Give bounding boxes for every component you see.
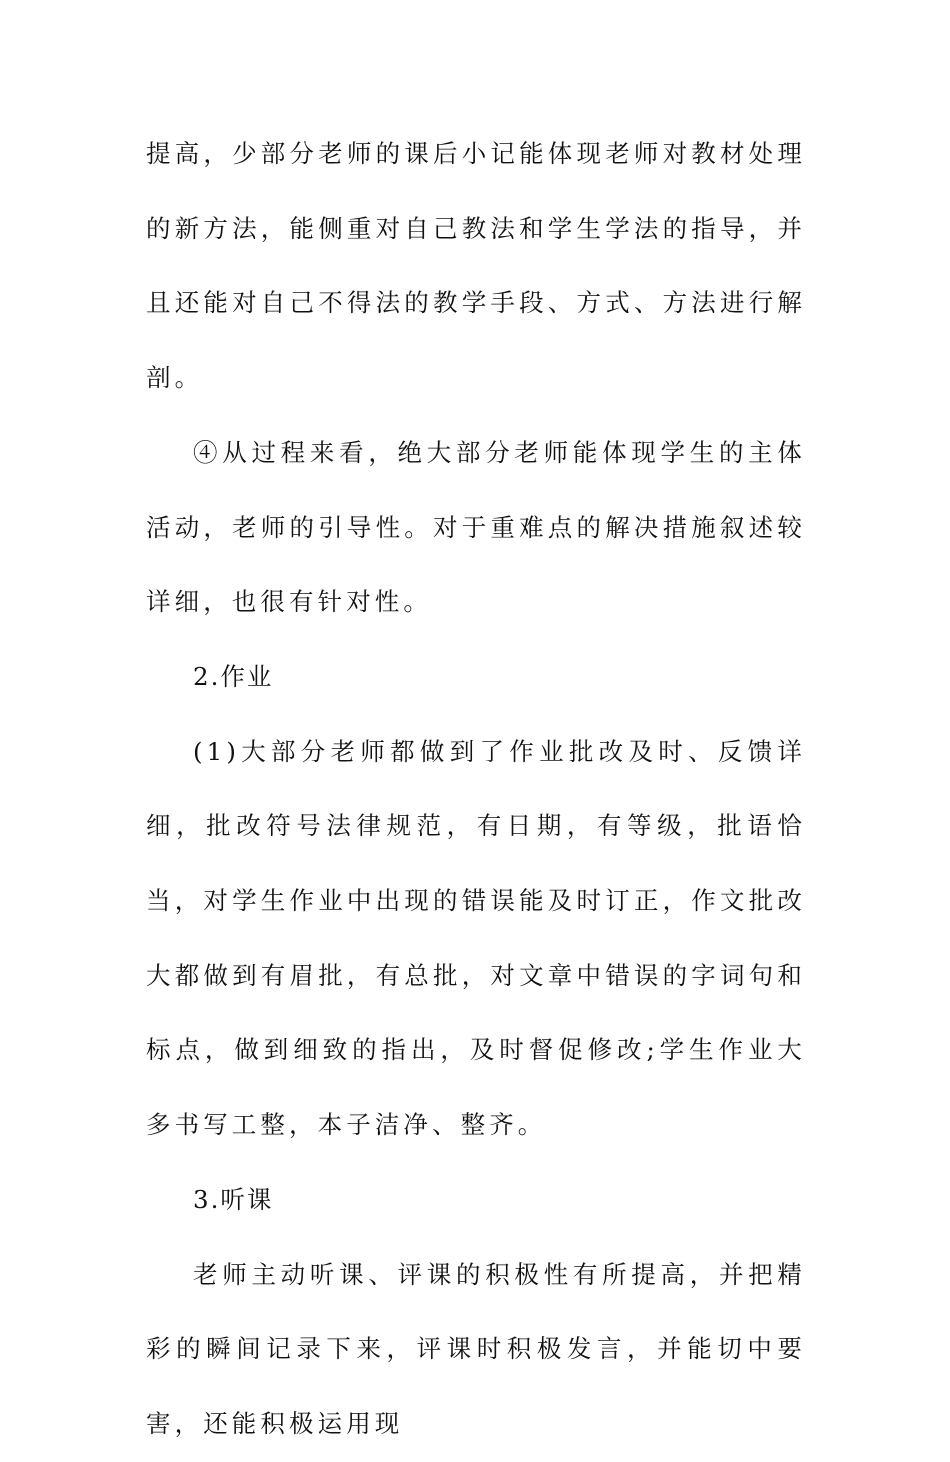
paragraph-1: 提高，少部分老师的课后小记能体现老师对教材处理的新方法，能侧重对自己教法和学生学法的指导，并且还能对自己不得法的教学手段、方式、方法进行解剖。 (146, 139, 806, 393)
document-body (146, 117, 806, 1462)
section-heading-homework: 2.作业 (193, 661, 274, 691)
paragraph-3: (1)大部分老师都做到了作业批改及时、反馈详细，批改符号法律规范，有日期，有等级，批语恰当，对学生作业中出现的错误能及时订正，作文批改大都做到有眉批，有总批，对文章中错误的字词句和标点，做到细致的指出，及时督促修改;学生作业大多书写工整，本子洁净、整齐。 (146, 736, 806, 1140)
paragraph-4: 老师主动听课、评课的积极性有所提高，并把精彩的瞬间记录下来，评课时积极发言，并能切中要害，还能积极运用现 (146, 1259, 806, 1438)
paragraph-2: ④从过程来看，绝大部分老师能体现学生的主体活动，老师的引导性。对于重难点的解决措施叙述较详细，也很有针对性。 (146, 437, 806, 617)
section-heading-lesson-observation: 3.听课 (193, 1184, 274, 1214)
